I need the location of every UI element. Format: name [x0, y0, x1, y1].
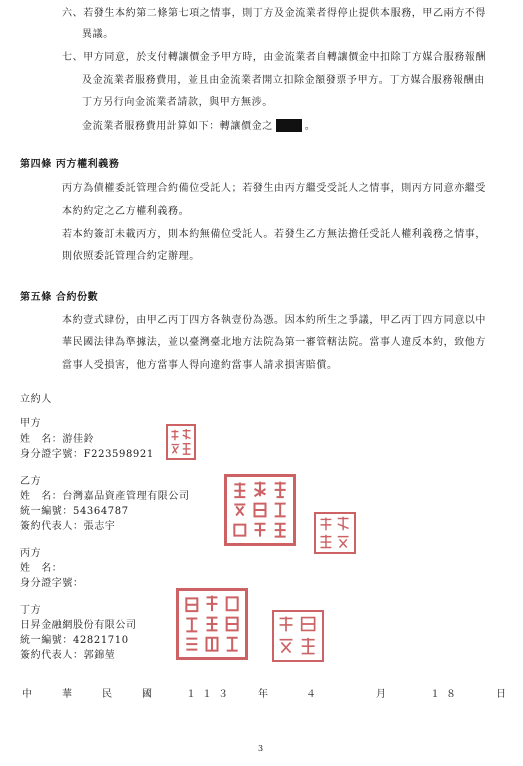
- party-d-representative-seal: [272, 610, 324, 662]
- party-b-tax-id: 統一編號：54364787: [20, 506, 129, 517]
- clause-7-line-1: 七、甲方同意，於支付轉讓價金予甲方時，由金流業者自轉讓價金中扣除丁方媒合服務報酬: [62, 52, 486, 63]
- party-a-id: 身分證字號：F223598921: [20, 449, 154, 460]
- article-5-line-1: 本約壹式肆份，由甲乙丙丁四方各執壹份為憑。因本約所生之爭議，甲乙丙丁四方同意以中: [62, 315, 486, 326]
- party-b-company-seal: [224, 474, 296, 546]
- article-5-line-2: 華民國法律為準據法，並以臺灣臺北地方法院為第一審管轄法院。當事人違反本約，致他方: [62, 337, 486, 348]
- party-a-label: 甲方: [20, 418, 42, 429]
- party-a-name: 姓 名：游佳鈴: [20, 434, 95, 445]
- party-a-seal: [166, 424, 196, 460]
- date-year: １１３: [186, 689, 234, 700]
- fee-calc-end: 。: [304, 121, 316, 132]
- party-b-representative: 簽約代表人：張志宇: [20, 521, 116, 532]
- party-b-representative-seal: [314, 512, 356, 554]
- article-4-p2-line-1: 若本約簽訂未載丙方，則本約無備位受託人。若發生乙方無法擔任受託人權利義務之情事，: [62, 229, 486, 240]
- fee-calc-text: 金流業者服務費用計算如下：轉讓價金之: [82, 121, 273, 132]
- article-5-title: 第五條 合約份數: [20, 292, 99, 303]
- clause-7-line-4: [82, 119, 315, 133]
- page-number: 3: [258, 744, 264, 753]
- date-month-unit: 月: [376, 689, 386, 700]
- clause-6-line-1: 六、若發生本約第二條第七項之情事，則丁方及金流業者得停止提供本服務，甲乙兩方不得: [62, 8, 486, 19]
- date-era: 中 華 民 國: [22, 689, 162, 700]
- party-d-tax-id: 統一編號：42821710: [20, 635, 129, 646]
- party-c-label: 丙方: [20, 548, 42, 559]
- party-d-company-seal: [176, 588, 248, 660]
- article-4-p1-line-2: 本約約定之乙方權利義務。: [62, 206, 190, 217]
- party-d-representative: 簽約代表人：郭錦堃: [20, 650, 116, 661]
- date-month: ４: [306, 689, 316, 700]
- clause-7-line-2: 及金流業者服務費用，並且由金流業者開立扣除金額發票予甲方。丁方媒合服務報酬由: [82, 75, 485, 86]
- date-day: １８: [430, 689, 462, 700]
- article-4-p1-line-1: 丙方為債權委託管理合約備位受託人；若發生由丙方繼受受託人之情事，則丙方同意亦繼受: [62, 183, 486, 194]
- article-4-title: 第四條 丙方權利義務: [20, 159, 120, 170]
- article-5-line-3: 當事人受損害，他方當事人得向違約當事人請求損害賠償。: [62, 360, 338, 371]
- date-year-unit: 年: [258, 689, 268, 700]
- party-b-name: 姓 名：台灣嘉品資產管理有限公司: [20, 491, 190, 502]
- signatories-heading: 立約人: [20, 394, 52, 405]
- date-day-unit: 日: [496, 689, 506, 700]
- party-d-name: 日昇金融網股份有限公司: [20, 620, 137, 631]
- clause-7-line-3: 丁方另行向金流業者請款，與甲方無涉。: [82, 97, 273, 108]
- article-4-p2-line-2: 則依照委託管理合約定辦理。: [62, 251, 200, 262]
- redacted-box: [276, 119, 302, 132]
- party-c-name: 姓 名：: [20, 563, 63, 574]
- party-d-label: 丁方: [20, 605, 42, 616]
- party-c-id: 身分證字號：: [20, 578, 84, 589]
- party-b-label: 乙方: [20, 476, 42, 487]
- clause-6-line-2: 異議。: [82, 29, 114, 40]
